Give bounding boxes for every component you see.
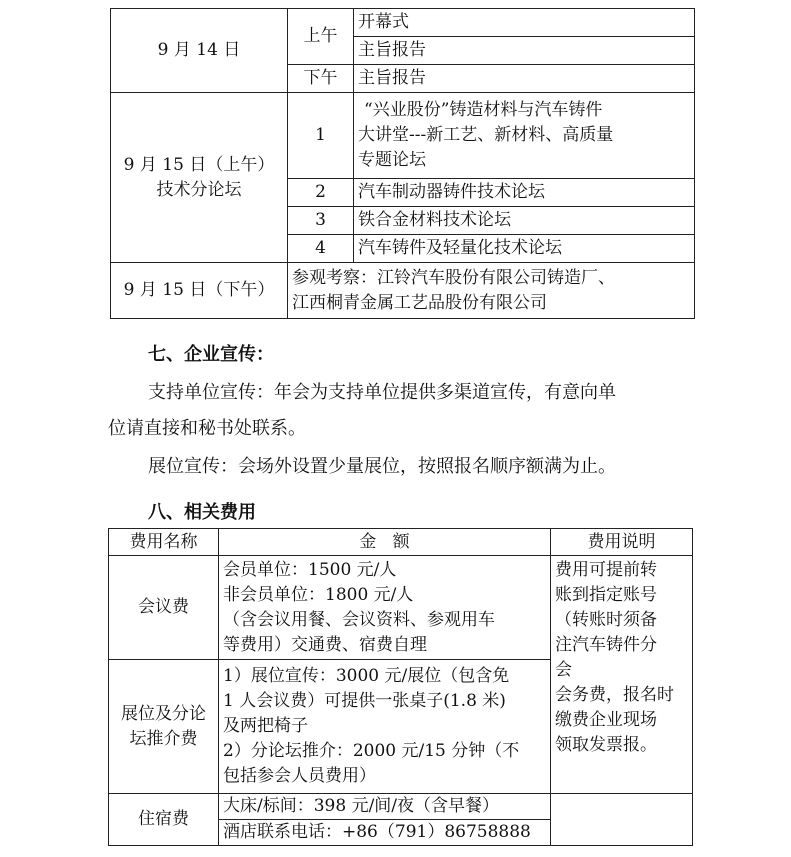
fees-header-note: 费用说明 <box>551 529 693 556</box>
day3-visit <box>288 263 695 319</box>
section7-p1-line2: 位请直接和秘书处联系。 <box>108 418 306 439</box>
forum-3-no: 3 <box>288 207 354 235</box>
section7-heading: 七、企业宣传： <box>148 344 274 365</box>
section8-heading: 八、相关费用 <box>148 502 256 523</box>
fees-table <box>108 528 693 846</box>
day2-date: 9 月 15 日（上午） <box>123 154 275 175</box>
day3-line1: 参观考察：江铃汽车股份有限公司铸造厂、 <box>292 267 615 288</box>
booth-fee-name-line2: 坛推介费 <box>129 728 198 749</box>
day3-date: 9 月 15 日（下午） <box>111 263 288 319</box>
day1-morning: 上午 <box>288 9 354 65</box>
fees-header-name: 费用名称 <box>109 529 219 556</box>
forum-2-title: 汽车制动器铸件技术论坛 <box>354 179 695 207</box>
meeting-fee-name: 会议费 <box>109 556 219 660</box>
meeting-fee-line: 会员单位：1500 元/人 <box>223 559 397 580</box>
forum-1-no: 1 <box>288 93 354 179</box>
day3-line2: 江西桐青金属工艺品股份有限公司 <box>292 292 547 313</box>
forum-1-line1: “兴业股份”铸造材料与汽车铸件 <box>364 100 603 120</box>
forum-1-line3: 专题论坛 <box>358 150 426 170</box>
booth-fee-line: 1 人会议费）可提供一张桌子(1.8 米) <box>223 691 506 711</box>
fees-note-line: （转账时须备 <box>555 610 657 630</box>
forum-4-title: 汽车铸件及轻量化技术论坛 <box>354 235 695 263</box>
day1-item-keynote-am: 主旨报告 <box>354 37 695 65</box>
section7-p2: 展位宣传：会场外设置少量展位，按照报名顺序额满为止。 <box>148 456 616 477</box>
day2-forum-label: 技术分论坛 <box>156 179 242 200</box>
booth-fee-line: 2）分论坛推介：2000 元/15 分钟（不 <box>223 741 520 761</box>
schedule-table <box>110 8 695 319</box>
booth-fee-name-line1: 展位及分论 <box>121 703 206 724</box>
day1-afternoon: 下午 <box>288 65 354 93</box>
day1-item-opening: 开幕式 <box>354 9 695 37</box>
meeting-fee-line: （含会议用餐、会议资料、参观用车 <box>223 609 495 630</box>
fees-note-line: 账到指定账号 <box>555 585 657 605</box>
forum-2-no: 2 <box>288 179 354 207</box>
fees-header-amount: 金 额 <box>219 529 551 556</box>
meeting-fee-line: 等费用）交通费、宿费自理 <box>223 634 427 655</box>
lodging-note-empty <box>551 794 693 846</box>
forum-1-title <box>354 93 695 179</box>
booth-fee-name <box>109 660 219 794</box>
fees-note-line: 领取发票报。 <box>555 735 657 755</box>
lodging-fee-name: 住宿费 <box>109 794 219 846</box>
booth-fee-detail <box>219 660 551 794</box>
meeting-fee-line: 非会员单位：1800 元/人 <box>223 584 414 605</box>
day1-item-keynote-pm: 主旨报告 <box>354 65 695 93</box>
section7-p1-line1: 支持单位宣传：年会为支持单位提供多渠道宣传，有意向单 <box>148 382 616 403</box>
booth-fee-line: 及两把椅子 <box>223 716 308 736</box>
forum-1-line2: 大讲堂---新工艺、新材料、高质量 <box>358 125 614 145</box>
fees-note-line: 会 <box>555 660 572 680</box>
booth-fee-line: 1）展位宣传：3000 元/展位（包含免 <box>223 666 510 686</box>
booth-fee-line: 包括参会人员费用） <box>223 766 376 786</box>
lodging-phone: 酒店联系电话：+86（791）86758888 <box>219 820 551 846</box>
meeting-fee-detail <box>219 556 551 660</box>
forum-3-title: 铁合金材料技术论坛 <box>354 207 695 235</box>
fees-note-line: 会务费，报名时 <box>555 685 674 705</box>
forum-4-no: 4 <box>288 235 354 263</box>
fees-note-line: 缴费企业现场 <box>555 710 657 730</box>
fees-note-line: 注汽车铸件分 <box>555 635 657 655</box>
fees-note <box>551 556 693 794</box>
lodging-rate: 大床/标间：398 元/间/夜（含早餐） <box>219 794 551 820</box>
day1-date: 9 月 14 日 <box>111 9 288 93</box>
day2-date-cell <box>111 93 288 263</box>
fees-note-line: 费用可提前转 <box>555 560 657 580</box>
